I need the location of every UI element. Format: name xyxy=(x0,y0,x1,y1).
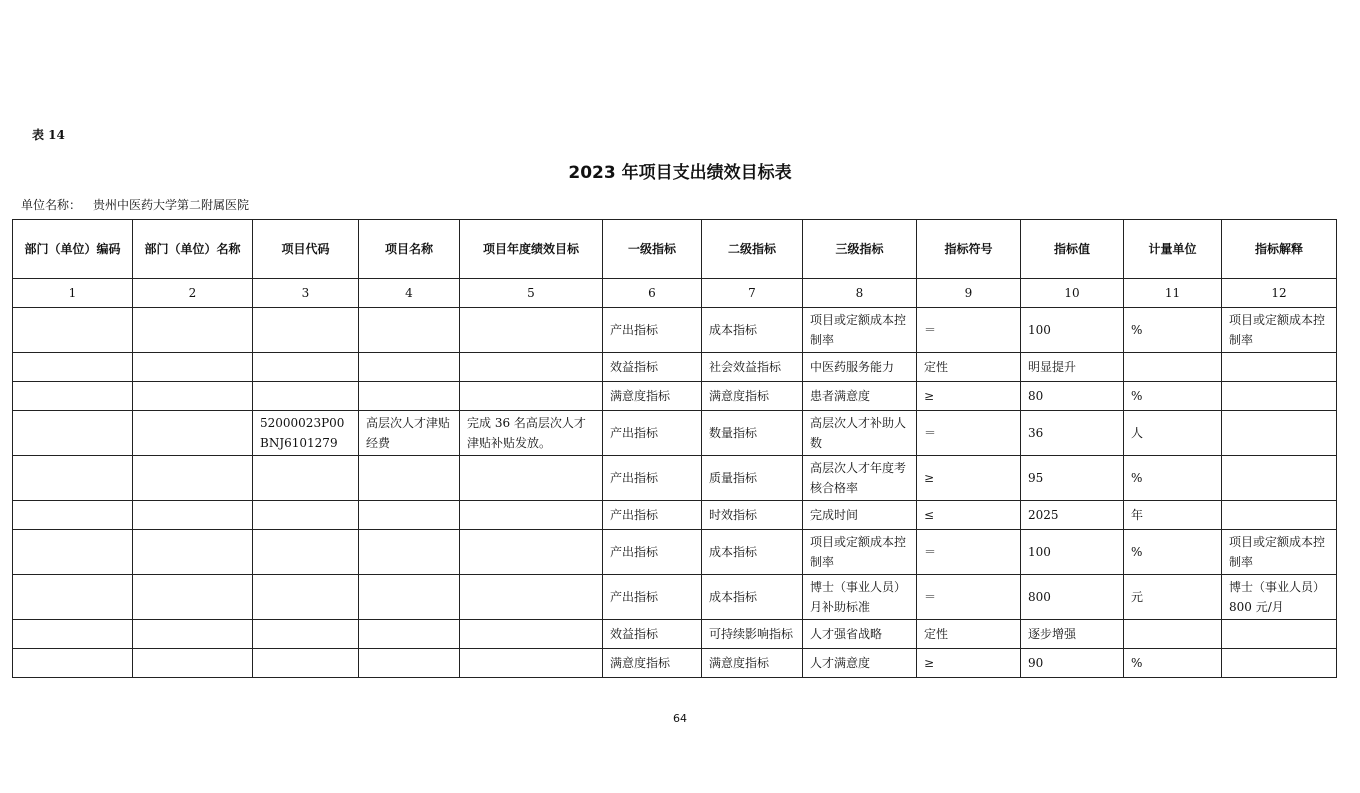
table-cell xyxy=(13,649,133,678)
table-cell xyxy=(253,649,359,678)
table-cell xyxy=(253,530,359,575)
table-cell: 明显提升 xyxy=(1021,353,1124,382)
table-cell: % xyxy=(1124,308,1222,353)
table-cell xyxy=(359,456,460,501)
table-cell: 效益指标 xyxy=(603,353,702,382)
table-cell xyxy=(13,620,133,649)
column-header: 三级指标 xyxy=(803,220,917,279)
table-cell: % xyxy=(1124,649,1222,678)
table-cell: % xyxy=(1124,456,1222,501)
table-cell: 项目或定额成本控制率 xyxy=(1222,530,1337,575)
table-cell xyxy=(133,456,253,501)
column-header: 项目名称 xyxy=(359,220,460,279)
table-cell: 100 xyxy=(1021,530,1124,575)
table-cell xyxy=(13,456,133,501)
table-cell: 产出指标 xyxy=(603,575,702,620)
table-cell: 满意度指标 xyxy=(702,382,803,411)
column-header: 二级指标 xyxy=(702,220,803,279)
table-cell: 患者满意度 xyxy=(803,382,917,411)
table-row xyxy=(13,649,1337,678)
table-cell xyxy=(13,575,133,620)
table-cell xyxy=(253,620,359,649)
table-cell xyxy=(460,308,603,353)
table-cell: 年 xyxy=(1124,501,1222,530)
table-row xyxy=(13,411,1337,456)
table-cell: 数量指标 xyxy=(702,411,803,456)
page-number: 64 xyxy=(673,712,687,725)
table-cell: 成本指标 xyxy=(702,308,803,353)
table-cell xyxy=(133,382,253,411)
table-cell xyxy=(460,353,603,382)
column-header: 指标解释 xyxy=(1222,220,1337,279)
table-cell: 完成时间 xyxy=(803,501,917,530)
table-cell: ≥ xyxy=(917,382,1021,411)
table-cell xyxy=(460,620,603,649)
table-cell xyxy=(13,411,133,456)
table-cell: % xyxy=(1124,530,1222,575)
table-cell: 成本指标 xyxy=(702,575,803,620)
table-cell: ＝ xyxy=(917,530,1021,575)
table-cell: 高层次人才津贴经费 xyxy=(359,411,460,456)
table-cell: 人才满意度 xyxy=(803,649,917,678)
table-row xyxy=(13,501,1337,530)
table-cell xyxy=(460,501,603,530)
header-row xyxy=(13,220,1337,279)
table-cell xyxy=(253,353,359,382)
table-cell: 高层次人才补助人数 xyxy=(803,411,917,456)
table-cell: 36 xyxy=(1021,411,1124,456)
table-cell xyxy=(133,620,253,649)
table-cell: 800 xyxy=(1021,575,1124,620)
table-cell: % xyxy=(1124,382,1222,411)
table-cell: 成本指标 xyxy=(702,530,803,575)
column-number-row xyxy=(13,279,1337,308)
table-cell: 项目或定额成本控制率 xyxy=(1222,308,1337,353)
table-cell xyxy=(359,382,460,411)
table-cell xyxy=(460,575,603,620)
table-cell: 52000023P00BNJ6101279 xyxy=(253,411,359,456)
table-cell xyxy=(133,649,253,678)
table-cell: 时效指标 xyxy=(702,501,803,530)
table-cell xyxy=(1222,501,1337,530)
table-cell xyxy=(1222,620,1337,649)
table-cell xyxy=(253,456,359,501)
table-row xyxy=(13,456,1337,501)
table-cell xyxy=(1222,456,1337,501)
table-cell xyxy=(13,501,133,530)
unit-name-value: 贵州中医药大学第二附属医院 xyxy=(93,198,250,212)
table-cell: 产出指标 xyxy=(603,501,702,530)
column-header: 计量单位 xyxy=(1124,220,1222,279)
column-number: 8 xyxy=(803,279,917,308)
column-number: 4 xyxy=(359,279,460,308)
column-number: 5 xyxy=(460,279,603,308)
column-number: 1 xyxy=(13,279,133,308)
table-cell: ≤ xyxy=(917,501,1021,530)
table-cell xyxy=(1124,620,1222,649)
table-cell xyxy=(1222,411,1337,456)
column-header: 一级指标 xyxy=(603,220,702,279)
table-cell: 2025 xyxy=(1021,501,1124,530)
table-cell xyxy=(133,411,253,456)
column-header: 项目代码 xyxy=(253,220,359,279)
table-cell: 项目或定额成本控制率 xyxy=(803,308,917,353)
table-cell: 90 xyxy=(1021,649,1124,678)
table-cell: ≥ xyxy=(917,456,1021,501)
table-cell: 博士（事业人员）月补助标准 xyxy=(803,575,917,620)
table-row xyxy=(13,308,1337,353)
table-row xyxy=(13,575,1337,620)
table-cell xyxy=(1124,353,1222,382)
performance-target-table xyxy=(12,219,1337,678)
unit-name-line xyxy=(21,196,249,213)
table-row xyxy=(13,353,1337,382)
table-cell xyxy=(359,575,460,620)
table-cell xyxy=(133,308,253,353)
table-cell xyxy=(253,308,359,353)
table-cell: 完成 36 名高层次人才津贴补贴发放。 xyxy=(460,411,603,456)
table-cell: ＝ xyxy=(917,411,1021,456)
column-number: 7 xyxy=(702,279,803,308)
column-number: 6 xyxy=(603,279,702,308)
table-cell: 中医药服务能力 xyxy=(803,353,917,382)
table-cell xyxy=(133,501,253,530)
table-cell: 100 xyxy=(1021,308,1124,353)
table-cell xyxy=(253,575,359,620)
table-cell xyxy=(13,530,133,575)
table-cell xyxy=(13,382,133,411)
table-cell xyxy=(133,530,253,575)
table-cell xyxy=(133,353,253,382)
table-cell: 满意度指标 xyxy=(603,382,702,411)
table-row xyxy=(13,620,1337,649)
table-cell: 产出指标 xyxy=(603,308,702,353)
table-cell: ＝ xyxy=(917,308,1021,353)
table-cell: 定性 xyxy=(917,620,1021,649)
table-cell: 项目或定额成本控制率 xyxy=(803,530,917,575)
table-cell: 95 xyxy=(1021,456,1124,501)
table-cell: 定性 xyxy=(917,353,1021,382)
column-number: 11 xyxy=(1124,279,1222,308)
table-cell xyxy=(253,501,359,530)
column-number: 10 xyxy=(1021,279,1124,308)
table-cell xyxy=(133,575,253,620)
table-cell xyxy=(359,649,460,678)
table-cell xyxy=(359,530,460,575)
table-cell xyxy=(359,620,460,649)
table-cell: 产出指标 xyxy=(603,530,702,575)
table-cell: 人 xyxy=(1124,411,1222,456)
column-number: 2 xyxy=(133,279,253,308)
table-cell xyxy=(1222,382,1337,411)
table-cell xyxy=(460,649,603,678)
column-header: 项目年度绩效目标 xyxy=(460,220,603,279)
table-cell: 产出指标 xyxy=(603,411,702,456)
table-cell xyxy=(460,530,603,575)
table-cell: 博士（事业人员）800 元/月 xyxy=(1222,575,1337,620)
table-cell: 满意度指标 xyxy=(702,649,803,678)
table-cell: 人才强省战略 xyxy=(803,620,917,649)
table-row xyxy=(13,530,1337,575)
table-cell xyxy=(359,353,460,382)
table-row xyxy=(13,382,1337,411)
column-header: 部门（单位）名称 xyxy=(133,220,253,279)
document-title: 2023 年项目支出绩效目标表 xyxy=(568,163,792,183)
table-cell: 效益指标 xyxy=(603,620,702,649)
table-cell xyxy=(13,308,133,353)
table-cell: 逐步增强 xyxy=(1021,620,1124,649)
table-cell xyxy=(460,382,603,411)
column-number: 3 xyxy=(253,279,359,308)
table-cell: ≥ xyxy=(917,649,1021,678)
table-cell xyxy=(1222,353,1337,382)
table-cell xyxy=(359,308,460,353)
table-cell xyxy=(359,501,460,530)
table-cell: 80 xyxy=(1021,382,1124,411)
table-cell: 元 xyxy=(1124,575,1222,620)
table-cell: 社会效益指标 xyxy=(702,353,803,382)
table-cell xyxy=(253,382,359,411)
column-header: 指标符号 xyxy=(917,220,1021,279)
unit-name-label: 单位名称： xyxy=(21,198,82,212)
column-header: 指标值 xyxy=(1021,220,1124,279)
column-header: 部门（单位）编码 xyxy=(13,220,133,279)
table-cell xyxy=(13,353,133,382)
table-label: 表 14 xyxy=(32,128,65,142)
table-cell: 质量指标 xyxy=(702,456,803,501)
table-cell: 满意度指标 xyxy=(603,649,702,678)
table-cell: 产出指标 xyxy=(603,456,702,501)
table-cell: 高层次人才年度考核合格率 xyxy=(803,456,917,501)
column-number: 9 xyxy=(917,279,1021,308)
table-cell xyxy=(1222,649,1337,678)
column-number: 12 xyxy=(1222,279,1337,308)
table-cell xyxy=(460,456,603,501)
table-cell: ＝ xyxy=(917,575,1021,620)
table-cell: 可持续影响指标 xyxy=(702,620,803,649)
